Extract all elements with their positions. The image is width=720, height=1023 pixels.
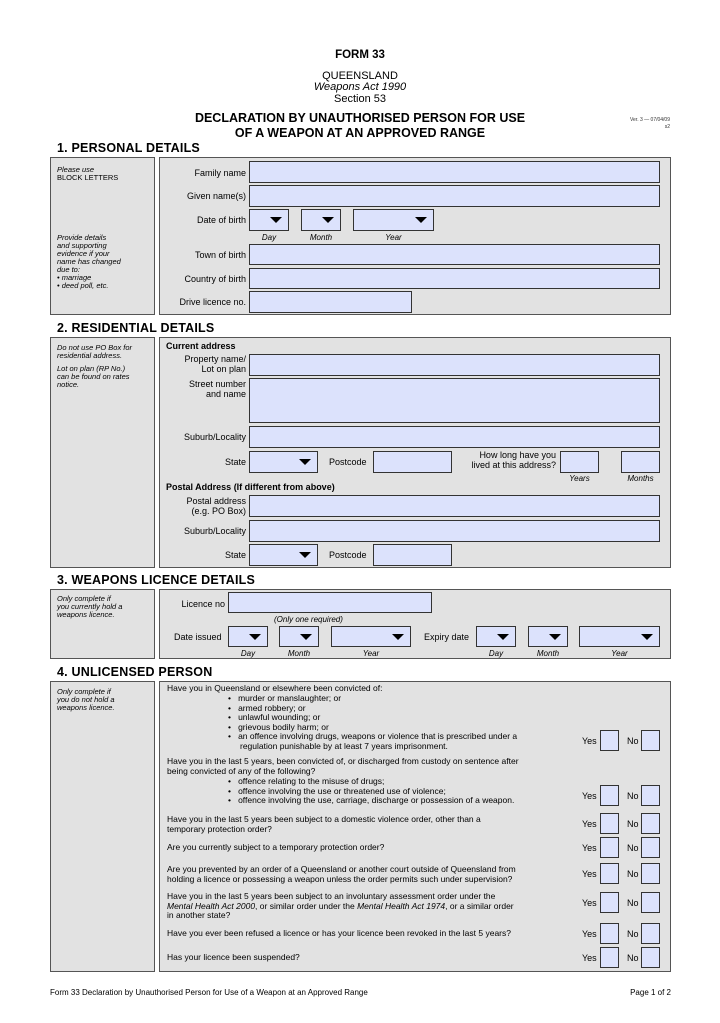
q7-yes-checkbox[interactable] bbox=[600, 923, 619, 944]
given-names-label: Given name(s) bbox=[186, 191, 246, 201]
q5-no-checkbox[interactable] bbox=[641, 863, 660, 884]
dob-day-caption: Day bbox=[261, 233, 277, 242]
form-number: FORM 33 bbox=[335, 49, 385, 61]
question-3: Have you in the last 5 years been subject to a domestic violence order, other than a temporary protection order? bbox=[167, 814, 481, 834]
months-caption: Months bbox=[627, 474, 654, 483]
side-note-name-change: Provide details and supporting evidence if your name has changed due to: • marriage • deed poll, etc. bbox=[57, 233, 121, 290]
town-of-birth-label: Town of birth bbox=[194, 250, 246, 260]
q2-no-checkbox[interactable] bbox=[641, 785, 660, 806]
property-name-label: Property name/ Lot on plan bbox=[184, 354, 246, 374]
q3-yes-label: Yes bbox=[582, 819, 597, 829]
question-2-bullets: • offence relating to the misuse of drugs; • offence involving the use or threatened use of violence; • offence involving the use, carriage, discharge or possession of a weapon. bbox=[228, 776, 515, 805]
postal-state-select[interactable] bbox=[249, 544, 318, 566]
only-one-note: (Only one required) bbox=[274, 615, 343, 624]
q3-yes-checkbox[interactable] bbox=[600, 813, 619, 834]
chevron-down-icon bbox=[392, 634, 404, 640]
question-5: Are you prevented by an order of a Queensland or another court outside of Queensland from holding a licence or possessing a weapon unless the order permits such under supervision? bbox=[167, 864, 516, 884]
footer-page-number: Page 1 of 2 bbox=[630, 988, 671, 997]
form-title-line2: OF A WEAPON AT AN APPROVED RANGE bbox=[234, 126, 486, 140]
section3-heading: 3. WEAPONS LICENCE DETAILS bbox=[57, 573, 256, 587]
question-8: Has your licence been suspended? bbox=[167, 952, 300, 962]
how-long-label: How long have you lived at this address? bbox=[471, 450, 556, 470]
q4-yes-checkbox[interactable] bbox=[600, 837, 619, 858]
side-note-block-letters: Please use BLOCK LETTERS bbox=[57, 165, 119, 182]
town-of-birth-input[interactable] bbox=[249, 244, 660, 265]
q3-no-label: No bbox=[627, 819, 639, 829]
family-name-label: Family name bbox=[194, 168, 246, 178]
version-label: Ver. 3 — 07/04/09 bbox=[629, 117, 670, 123]
postal-postcode-label: Postcode bbox=[329, 550, 367, 560]
expiry-date-label: Expiry date bbox=[424, 632, 470, 642]
q5-yes-checkbox[interactable] bbox=[600, 863, 619, 884]
given-names-input[interactable] bbox=[249, 185, 660, 207]
years-input[interactable] bbox=[560, 451, 599, 473]
question-7: Have you ever been refused a licence or has your licence been revoked in the last 5 years? bbox=[167, 928, 511, 938]
q6-yes-checkbox[interactable] bbox=[600, 892, 619, 913]
chevron-down-icon bbox=[322, 217, 334, 223]
q5-no-label: No bbox=[627, 869, 639, 879]
section4-side-panel bbox=[50, 681, 155, 972]
chevron-down-icon bbox=[299, 552, 311, 558]
postal-address-heading: Postal Address (If different from above) bbox=[166, 482, 335, 492]
q4-yes-label: Yes bbox=[582, 843, 597, 853]
q6-yes-label: Yes bbox=[582, 898, 597, 908]
dob-month-select[interactable] bbox=[301, 209, 341, 231]
street-label: Street number and name bbox=[188, 379, 246, 399]
family-name-input[interactable] bbox=[249, 161, 660, 183]
q2-yes-label: Yes bbox=[582, 791, 597, 801]
suburb-input[interactable] bbox=[249, 426, 660, 448]
q1-no-checkbox[interactable] bbox=[641, 730, 660, 751]
section4-heading: 4. UNLICENSED PERSON bbox=[57, 665, 213, 679]
side-note-unlicensed: Only complete if you do not hold a weapons licence. bbox=[57, 687, 115, 712]
q4-no-checkbox[interactable] bbox=[641, 837, 660, 858]
q1-no-label: No bbox=[627, 736, 639, 746]
form-title-line1: DECLARATION BY UNAUTHORISED PERSON FOR USE bbox=[194, 111, 526, 125]
act-name: Weapons Act 1990 bbox=[313, 81, 407, 93]
issued-year-select[interactable] bbox=[331, 626, 411, 647]
issued-month-caption: Month bbox=[287, 649, 311, 658]
q8-yes-label: Yes bbox=[582, 953, 597, 963]
licence-no-label: Licence no bbox=[181, 599, 225, 609]
current-address-heading: Current address bbox=[166, 341, 236, 351]
chevron-down-icon bbox=[249, 634, 261, 640]
footer-form-title: Form 33 Declaration by Unauthorised Person for Use of a Weapon at an Approved Range bbox=[50, 988, 368, 997]
expiry-month-select[interactable] bbox=[528, 626, 568, 647]
chevron-down-icon bbox=[299, 459, 311, 465]
country-of-birth-input[interactable] bbox=[249, 268, 660, 289]
question-1: Have you in Queensland or elsewhere been convicted of: bbox=[167, 683, 383, 693]
q1-yes-label: Yes bbox=[582, 736, 597, 746]
expiry-year-select[interactable] bbox=[579, 626, 660, 647]
chevron-down-icon bbox=[497, 634, 509, 640]
postal-address-input[interactable] bbox=[249, 495, 660, 517]
section-ref: Section 53 bbox=[334, 93, 386, 105]
postal-postcode-input[interactable] bbox=[373, 544, 452, 566]
side-note-po-box: Do not use PO Box for residential address. Lot on plan (RP No.) can be found on rates notice. bbox=[57, 343, 133, 389]
q8-no-checkbox[interactable] bbox=[641, 947, 660, 968]
years-caption: Years bbox=[569, 474, 590, 483]
postcode-label: Postcode bbox=[329, 457, 367, 467]
expiry-day-select[interactable] bbox=[476, 626, 516, 647]
q3-no-checkbox[interactable] bbox=[641, 813, 660, 834]
q7-no-label: No bbox=[627, 929, 639, 939]
drive-licence-input[interactable] bbox=[249, 291, 412, 313]
chevron-down-icon bbox=[641, 634, 653, 640]
dob-month-caption: Month bbox=[309, 233, 333, 242]
postal-suburb-input[interactable] bbox=[249, 520, 660, 542]
question-6: Have you in the last 5 years been subject to an involuntary assessment order under the Mental Health Act 2000, or similar order under the Mental Health Act 1974, or a similar order in another state? bbox=[167, 891, 514, 920]
property-name-input[interactable] bbox=[249, 354, 660, 376]
state-label: State bbox=[224, 457, 246, 467]
q4-no-label: No bbox=[627, 843, 639, 853]
state-name: QUEENSLAND bbox=[322, 70, 398, 82]
months-input[interactable] bbox=[621, 451, 660, 473]
section1-heading: 1. PERSONAL DETAILS bbox=[57, 141, 200, 155]
issued-month-select[interactable] bbox=[279, 626, 319, 647]
q5-yes-label: Yes bbox=[582, 869, 597, 879]
postal-state-label: State bbox=[224, 550, 246, 560]
q6-no-label: No bbox=[627, 898, 639, 908]
chevron-down-icon bbox=[300, 634, 312, 640]
question-2: Have you in the last 5 years, been convicted of, or discharged from custody on sentence after being convicted of any of the following? bbox=[167, 756, 519, 776]
date-issued-label: Date issued bbox=[174, 632, 222, 642]
side-note-licence: Only complete if you currently hold a weapons licence. bbox=[57, 594, 123, 619]
chevron-down-icon bbox=[549, 634, 561, 640]
issued-year-caption: Year bbox=[362, 649, 380, 658]
suburb-label: Suburb/Locality bbox=[183, 432, 246, 442]
expiry-year-caption: Year bbox=[611, 649, 628, 658]
street-input[interactable] bbox=[249, 378, 660, 423]
expiry-month-caption: Month bbox=[536, 649, 560, 658]
q2-no-label: No bbox=[627, 791, 639, 801]
dob-label: Date of birth bbox=[196, 215, 246, 225]
q7-yes-label: Yes bbox=[582, 929, 597, 939]
version-sub: s2 bbox=[664, 124, 670, 130]
dob-day-select[interactable] bbox=[249, 209, 289, 231]
q7-no-checkbox[interactable] bbox=[641, 923, 660, 944]
dob-year-select[interactable] bbox=[353, 209, 434, 231]
drive-licence-label: Drive licence no. bbox=[179, 297, 246, 307]
question-1-bullets: • murder or manslaughter; or • armed robbery; or • unlawful wounding; or • grievous bodily harm; or • an offence involving drugs, weapons or violence that is prescribed under a regulation punishable by at least 7 years imprisonment. bbox=[228, 693, 518, 751]
q8-no-label: No bbox=[627, 953, 639, 963]
issued-day-select[interactable] bbox=[228, 626, 268, 647]
q6-no-checkbox[interactable] bbox=[641, 892, 660, 913]
q8-yes-checkbox[interactable] bbox=[600, 947, 619, 968]
postal-suburb-label: Suburb/Locality bbox=[183, 526, 246, 536]
dob-year-caption: Year bbox=[385, 233, 402, 242]
chevron-down-icon bbox=[270, 217, 282, 223]
postal-address-label: Postal address (e.g. PO Box) bbox=[186, 496, 246, 516]
expiry-day-caption: Day bbox=[488, 649, 504, 658]
question-4: Are you currently subject to a temporary protection order? bbox=[167, 842, 385, 852]
q1-yes-checkbox[interactable] bbox=[600, 730, 619, 751]
licence-no-input[interactable] bbox=[228, 592, 432, 613]
state-select[interactable] bbox=[249, 451, 318, 473]
section2-heading: 2. RESIDENTIAL DETAILS bbox=[57, 321, 215, 335]
issued-day-caption: Day bbox=[240, 649, 256, 658]
q2-yes-checkbox[interactable] bbox=[600, 785, 619, 806]
country-of-birth-label: Country of birth bbox=[184, 274, 246, 284]
chevron-down-icon bbox=[415, 217, 427, 223]
